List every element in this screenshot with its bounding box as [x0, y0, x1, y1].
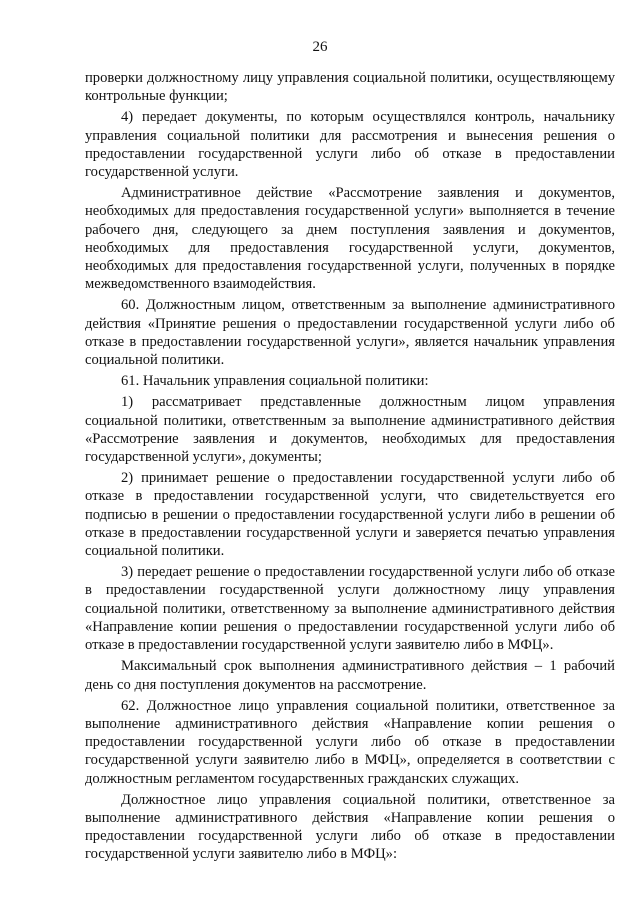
paragraph-clause-62: 62. Должностное лицо управления социальной политики, ответственное за выполнение административного действия «Направление копии решения о предоставлении государственной услуги либо об отказе в предоставлении государственной услуги заявителю либо в МФЦ», определяется в соответствии с должностным регламентом государственных гражданских служащих. [85, 697, 615, 787]
document-body [85, 69, 615, 867]
paragraph-max-term: Максимальный срок выполнения административного действия – 1 рабочий день со дня поступления документов на рассмотрение. [85, 658, 615, 693]
paragraph-continuation: проверки должностному лицу управления социальной политики, осуществляющему контрольные функции; [85, 70, 615, 105]
paragraph-clause-60: 60. Должностным лицом, ответственным за выполнение административного действия «Принятие решения о предоставлении государственной услуги либо об отказе в предоставлении государственной услуги», является начальник управления социальной политики. [85, 297, 615, 369]
paragraph-responsible-official: Должностное лицо управления социальной политики, ответственное за выполнение административного действия «Направление копии решения о предоставлении государственной услуги либо об отказе в предоставлении государственной услуги заявителю либо в МФЦ»: [85, 791, 615, 863]
paragraph-item-2: 2) принимает решение о предоставлении государственной услуги либо об отказе в предоставлении государственной услуги, что свидетельствуется его подписью в решении о предоставлении государственной услуги либо в решении об отказе в предоставлении государственной услуги и заверяется печатью управления социальной политики. [85, 470, 615, 560]
paragraph-item-1: 1) рассматривает представленные должностным лицом управления социальной политики, ответственным за выполнение административного действия «Рассмотрение заявления и документов, необходимых для предоставления государственной услуги», документы; [85, 394, 615, 466]
paragraph-clause-61: 61. Начальник управления социальной политики: [121, 373, 429, 390]
paragraph-item-4: 4) передает документы, по которым осуществлялся контроль, начальнику управления социальной политики для рассмотрения и вынесения решения о предоставлении государственной услуги либо об отказе в предоставлении государственной услуги. [85, 109, 615, 181]
paragraph-item-3: 3) передает решение о предоставлении государственной услуги либо об отказе в предоставлении государственной услуги должностному лицу управления социальной политики, ответственному за выполнение административного действия «Направление копии решения о предоставлении государственной услуги либо об отказе в предоставлении государственной услуги заявителю либо в МФЦ». [85, 564, 615, 654]
paragraph-review-deadline: Административное действие «Рассмотрение заявления и документов, необходимых для предоставления государственной услуги» выполняется в течение рабочего дня, следующего за днем поступления заявления и документов, необходимых для предоставления государственной услуги, документов, необходимых для предоставления государственной услуги, полученных в порядке межведомственного взаимодействия. [85, 185, 615, 293]
page-number: 26 [312, 39, 328, 55]
